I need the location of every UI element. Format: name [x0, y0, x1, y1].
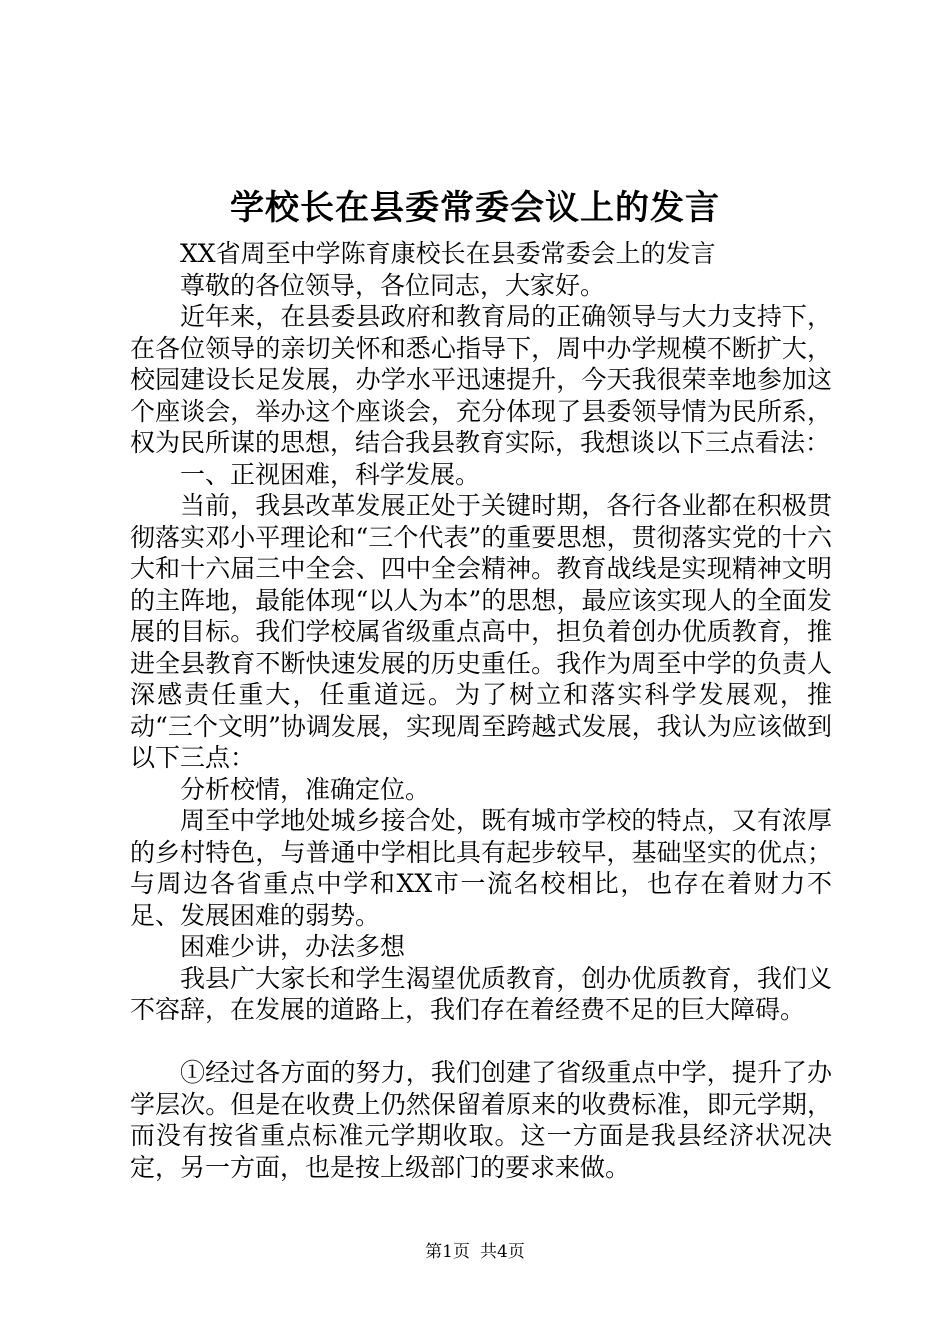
paragraph-funding: 我县广大家长和学生渴望优质教育，创办优质教育，我们义不容辞，在发展的道路上，我们存在着经费不足的巨大障碍。 [130, 963, 832, 1024]
paragraph-current-situation: 当前，我县改革发展正处于关键时期，各行各业都在积极贯彻落实邓小平理论和“三个代表”的重要思想，贯彻落实党的十六大和十六届三中全会、四中全会精神。教育战线是实现精神文明的主阵地，最能体现“以人为本”的思想，最应该实现人的全面发展的目标。我们学校属省级重点高中，担负着创办优质教育，推进全县教育不断快速发展的历史重任。我作为周至中学的负责人深感责任重大，任重道远。为了树立和落实科学发展观，推动“三个文明”协调发展，实现周至跨越式发展，我认为应该做到以下三点： [130, 491, 832, 772]
document-title: 学校长在县委常委会议上的发言 [230, 188, 720, 228]
page-number: 第1页 [425, 1242, 470, 1262]
page-total: 共4页 [480, 1242, 525, 1262]
paragraph-subtitle: XX省周至中学陈育康校长在县委常委会上的发言 [180, 239, 716, 268]
document-body [130, 238, 832, 1183]
paragraph-greeting: 尊敬的各位领导，各位同志，大家好。 [180, 270, 606, 300]
paragraph-point-1: ①经过各方面的努力，我们创建了省级重点中学，提升了办学层次。但是在收费上仍然保留着原来的收费标准，即元学期，而没有按省重点标准元学期收取。这一方面是我县经济状况决定，另一方面，也是按上级部门的要求来做。 [130, 1058, 832, 1182]
paragraph-school-location: 周至中学地处城乡接合处，既有城市学校的特点，又有浓厚的乡村特色，与普通中学相比具有起步较早，基础坚实的优点；与周边各省重点中学和XX市一流名校相比，也存在着财力不足、发展困难的弱势。 [130, 806, 832, 930]
page-footer [0, 1240, 950, 1264]
section-heading-1: 一、正视困难，科学发展。 [180, 459, 481, 489]
subheading-analysis: 分析校情，准确定位。 [180, 774, 431, 804]
subheading-difficulties: 困难少讲，办法多想 [180, 932, 406, 961]
paragraph-intro: 近年来，在县委县政府和教育局的正确领导与大力支持下，在各位领导的亲切关怀和悉心指导下，周中办学规模不断扩大，校园建设长足发展，办学水平迅速提升，今天我很荣幸地参加这个座谈会，举办这个座谈会，充分体现了县委领导情为民所系，权为民所谋的思想，结合我县教育实际，我想谈以下三点看法： [130, 302, 832, 457]
